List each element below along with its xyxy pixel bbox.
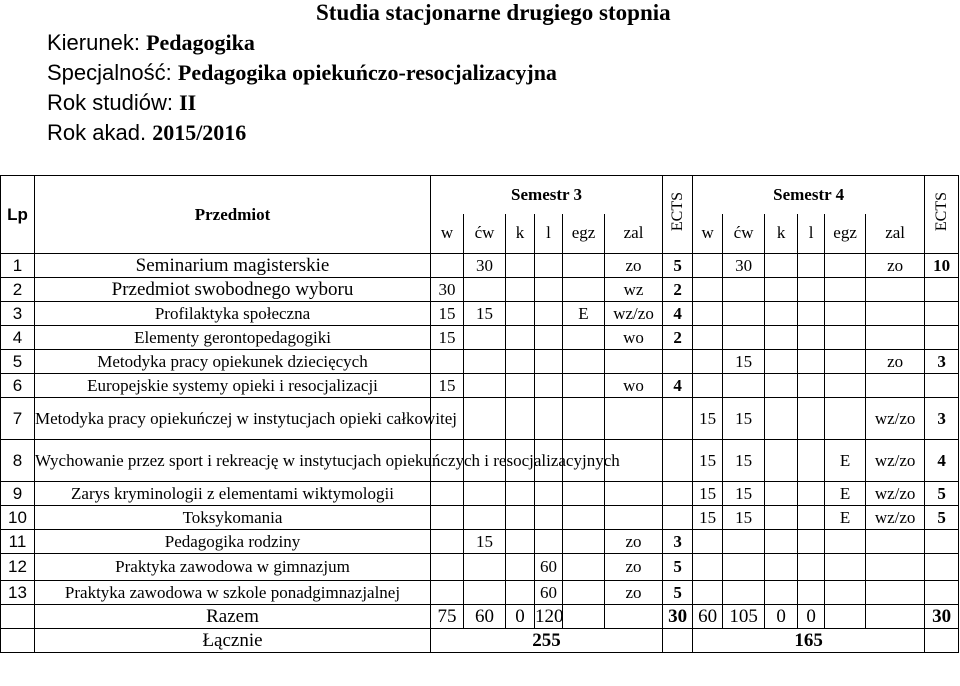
cell-s3-cw: 15 <box>464 302 506 326</box>
razem-s4-cell: 30 <box>925 605 959 629</box>
cell-s3-ects: 2 <box>663 278 693 302</box>
razem-s4-cell <box>825 605 866 629</box>
cell-s4-cw: 15 <box>723 482 765 506</box>
cell-s3-k <box>506 581 535 605</box>
cell-s4-zal: wz/zo <box>866 506 925 530</box>
cell-s4-k <box>765 482 798 506</box>
cell-s3-cw <box>464 374 506 398</box>
cell-s4-zal <box>866 581 925 605</box>
cell-s4-zal: wz/zo <box>866 440 925 482</box>
cell-s3-zal <box>605 506 663 530</box>
row-subject: Seminarium magisterskie <box>35 254 431 278</box>
cell-s4-egz <box>825 581 866 605</box>
cell-s3-ects: 3 <box>663 530 693 554</box>
razem-s4-cell <box>866 605 925 629</box>
cell-s4-egz: E <box>825 482 866 506</box>
cell-s4-w <box>693 374 723 398</box>
cell-s4-ects: 5 <box>925 506 959 530</box>
cell-s3-k <box>506 482 535 506</box>
cell-s3-zal <box>605 482 663 506</box>
cell-s4-ects <box>925 554 959 581</box>
col-w-sem4: w <box>693 214 723 254</box>
cell-s3-ects <box>663 482 693 506</box>
cell-s4-l <box>798 530 825 554</box>
cell-s4-cw <box>723 326 765 350</box>
col-k-sem4: k <box>765 214 798 254</box>
cell-s3-w <box>431 254 464 278</box>
cell-s4-k <box>765 374 798 398</box>
cell-s4-k <box>765 554 798 581</box>
cell-s3-ects: 5 <box>663 581 693 605</box>
cell-s3-l: 60 <box>535 554 563 581</box>
cell-s4-l <box>798 581 825 605</box>
cell-s3-ects: 4 <box>663 302 693 326</box>
cell-s3-l <box>535 530 563 554</box>
cell-s3-zal: zo <box>605 581 663 605</box>
row-lp: 10 <box>1 506 35 530</box>
cell-s3-k <box>506 350 535 374</box>
cell-s4-ects: 4 <box>925 440 959 482</box>
cell-s3-egz <box>563 278 605 302</box>
table-row <box>1 482 959 506</box>
rok-studiow-value: II <box>179 90 197 115</box>
lacznie-sem4: 165 <box>693 629 925 653</box>
table-row <box>1 506 959 530</box>
cell-s4-zal: zo <box>866 254 925 278</box>
cell-s3-k <box>506 374 535 398</box>
cell-s4-k <box>765 326 798 350</box>
rok-akad-label: Rok akad. <box>47 120 147 145</box>
row-subject: Praktyka zawodowa w gimnazjum <box>35 554 431 581</box>
cell-s4-egz: E <box>825 440 866 482</box>
cell-s3-egz <box>563 482 605 506</box>
row-subject: Toksykomania <box>35 506 431 530</box>
cell-s3-zal <box>605 398 663 440</box>
cell-s4-ects <box>925 326 959 350</box>
cell-s4-egz: E <box>825 506 866 530</box>
razem-row <box>1 605 959 629</box>
document-title: Studia stacjonarne drugiego stopnia <box>316 0 671 25</box>
cell-s3-l <box>535 398 563 440</box>
cell-s4-zal <box>866 530 925 554</box>
cell-s4-cw: 15 <box>723 440 765 482</box>
specjalnosc-line <box>47 60 557 86</box>
razem-s3-cell <box>605 605 663 629</box>
cell-s4-egz <box>825 398 866 440</box>
cell-s4-ects: 3 <box>925 398 959 440</box>
cell-s4-ects <box>925 374 959 398</box>
row-lp: 3 <box>1 302 35 326</box>
cell-s4-egz <box>825 278 866 302</box>
cell-s3-zal <box>605 350 663 374</box>
rok-studiow-label: Rok studiów: <box>47 90 173 115</box>
cell-s4-w: 15 <box>693 398 723 440</box>
cell-s3-egz <box>563 530 605 554</box>
cell-s4-zal <box>866 278 925 302</box>
col-l-sem3: l <box>535 214 563 254</box>
razem-s4-cell: 0 <box>798 605 825 629</box>
cell-s4-zal <box>866 326 925 350</box>
row-subject: Przedmiot swobodnego wyboru <box>35 278 431 302</box>
cell-s4-egz <box>825 326 866 350</box>
cell-s4-ects <box>925 278 959 302</box>
col-cw-sem3: ćw <box>464 214 506 254</box>
cell-s3-cw <box>464 506 506 530</box>
razem-s4-cell: 0 <box>765 605 798 629</box>
cell-s4-egz <box>825 350 866 374</box>
cell-s3-zal: wz <box>605 278 663 302</box>
cell-s3-k <box>506 254 535 278</box>
col-k-sem3: k <box>506 214 535 254</box>
cell-s3-l <box>535 326 563 350</box>
table-row <box>1 398 959 440</box>
col-w-sem3: w <box>431 214 464 254</box>
cell-s3-egz <box>563 581 605 605</box>
row-lp: 8 <box>1 440 35 482</box>
cell-s3-k <box>506 302 535 326</box>
cell-s3-l <box>535 374 563 398</box>
cell-s4-k <box>765 506 798 530</box>
specjalnosc-value: Pedagogika opiekuńczo-resocjalizacyjna <box>177 60 557 85</box>
cell-s4-zal <box>866 374 925 398</box>
cell-s3-ects <box>663 506 693 530</box>
row-lp: 11 <box>1 530 35 554</box>
rok-akad-value: 2015/2016 <box>152 120 247 145</box>
cell-s4-cw <box>723 374 765 398</box>
cell-s3-w <box>431 530 464 554</box>
cell-s4-w <box>693 278 723 302</box>
cell-s3-egz: E <box>563 302 605 326</box>
cell-s4-k <box>765 581 798 605</box>
cell-s3-zal: zo <box>605 530 663 554</box>
row-lp: 13 <box>1 581 35 605</box>
cell-s3-l <box>535 254 563 278</box>
table-row <box>1 581 959 605</box>
ects-header-sem4: ECTS <box>925 176 959 254</box>
cell-s3-ects <box>663 440 693 482</box>
col-l-sem4: l <box>798 214 825 254</box>
cell-s4-l <box>798 506 825 530</box>
razem-label: Razem <box>35 605 431 629</box>
lp-header: Lp <box>1 176 35 254</box>
cell-s4-w <box>693 581 723 605</box>
row-lp: 6 <box>1 374 35 398</box>
cell-s4-k <box>765 278 798 302</box>
rok-akad-line <box>47 120 246 146</box>
cell-s3-cw <box>464 581 506 605</box>
cell-s4-ects: 5 <box>925 482 959 506</box>
cell-s4-l <box>798 278 825 302</box>
row-subject: Elementy gerontopedagogiki <box>35 326 431 350</box>
table-row <box>1 326 959 350</box>
razem-s3-cell: 60 <box>464 605 506 629</box>
cell-s3-zal: zo <box>605 554 663 581</box>
lacznie-lp <box>1 629 35 653</box>
cell-s4-ects <box>925 581 959 605</box>
cell-s3-zal: wo <box>605 326 663 350</box>
col-zal-sem3: zal <box>605 214 663 254</box>
cell-s4-w <box>693 530 723 554</box>
row-subject: Profilaktyka społeczna <box>35 302 431 326</box>
cell-s3-zal: zo <box>605 254 663 278</box>
cell-s3-egz <box>563 254 605 278</box>
cell-s3-egz <box>563 554 605 581</box>
kierunek-value: Pedagogika <box>146 30 255 55</box>
row-lp: 12 <box>1 554 35 581</box>
study-plan-table <box>0 175 959 653</box>
razem-s4-cell: 105 <box>723 605 765 629</box>
row-subject: Praktyka zawodowa w szkole ponadgimnazjalnej <box>35 581 431 605</box>
semester-3-header: Semestr 3 <box>431 176 663 214</box>
table-row <box>1 278 959 302</box>
row-lp: 5 <box>1 350 35 374</box>
cell-s3-cw: 30 <box>464 254 506 278</box>
razem-s3-cell: 30 <box>663 605 693 629</box>
row-subject: Wychowanie przez sport i rekreację w instytucjach opiekuńczych i resocjalizacyjnych <box>35 440 431 482</box>
row-lp: 2 <box>1 278 35 302</box>
cell-s4-l <box>798 254 825 278</box>
cell-s4-cw <box>723 278 765 302</box>
cell-s4-cw: 15 <box>723 506 765 530</box>
cell-s4-l <box>798 482 825 506</box>
cell-s4-l <box>798 326 825 350</box>
table-body <box>1 176 959 653</box>
lacznie-ects-sem3 <box>663 629 693 653</box>
cell-s3-ects: 2 <box>663 326 693 350</box>
row-subject: Europejskie systemy opieki i resocjalizacji <box>35 374 431 398</box>
row-lp: 7 <box>1 398 35 440</box>
razem-s4-cell: 60 <box>693 605 723 629</box>
cell-s3-w: 15 <box>431 302 464 326</box>
cell-s3-w <box>431 350 464 374</box>
table-row <box>1 374 959 398</box>
row-lp: 4 <box>1 326 35 350</box>
row-subject: Zarys kryminologii z elementami wiktymologii <box>35 482 431 506</box>
cell-s4-k <box>765 440 798 482</box>
cell-s4-w: 15 <box>693 440 723 482</box>
cell-s4-w: 15 <box>693 482 723 506</box>
cell-s3-l <box>535 482 563 506</box>
table-row <box>1 302 959 326</box>
cell-s4-k <box>765 302 798 326</box>
cell-s3-l <box>535 278 563 302</box>
row-subject: Metodyka pracy opiekunek dziecięcych <box>35 350 431 374</box>
cell-s3-cw <box>464 326 506 350</box>
cell-s3-cw <box>464 278 506 302</box>
cell-s3-ects <box>663 398 693 440</box>
cell-s3-zal: wo <box>605 374 663 398</box>
cell-s3-k <box>506 530 535 554</box>
cell-s4-cw <box>723 530 765 554</box>
razem-s3-cell: 120 <box>535 605 564 627</box>
row-subject: Metodyka pracy opiekuńczej w instytucjach opieki całkowitej <box>35 398 431 440</box>
cell-s4-ects <box>925 302 959 326</box>
cell-s4-zal: wz/zo <box>866 482 925 506</box>
cell-s3-l: 60 <box>535 581 563 605</box>
cell-s3-cw <box>464 482 506 506</box>
cell-s3-egz <box>563 374 605 398</box>
row-lp: 9 <box>1 482 35 506</box>
specjalnosc-label: Specjalność: <box>47 60 172 85</box>
cell-s4-zal: zo <box>866 350 925 374</box>
cell-s4-l <box>798 398 825 440</box>
cell-s3-k <box>506 506 535 530</box>
cell-s4-cw <box>723 554 765 581</box>
razem-s3-cell: 75 <box>431 605 464 629</box>
cell-s4-cw: 30 <box>723 254 765 278</box>
cell-s4-w <box>693 554 723 581</box>
cell-s3-w <box>431 554 464 581</box>
cell-s4-egz <box>825 254 866 278</box>
subject-header: Przedmiot <box>35 176 431 254</box>
cell-s3-cw <box>464 398 506 440</box>
cell-s3-l <box>535 350 563 374</box>
cell-s4-k <box>765 398 798 440</box>
cell-s3-l <box>535 506 563 530</box>
cell-s4-egz <box>825 374 866 398</box>
cell-s3-w: 15 <box>431 374 464 398</box>
razem-s3-cell <box>563 605 605 629</box>
cell-s4-ects: 10 <box>925 254 959 278</box>
cell-s3-cw <box>464 350 506 374</box>
row-lp: 1 <box>1 254 35 278</box>
cell-s4-k <box>765 530 798 554</box>
lacznie-row <box>1 629 959 653</box>
lacznie-label: Łącznie <box>35 629 431 653</box>
cell-s3-egz <box>563 398 605 440</box>
cell-s3-egz <box>563 326 605 350</box>
cell-s4-zal <box>866 554 925 581</box>
col-cw-sem4: ćw <box>723 214 765 254</box>
cell-s3-w <box>431 581 464 605</box>
cell-s4-zal <box>866 302 925 326</box>
cell-s4-cw <box>723 581 765 605</box>
cell-s3-ects <box>663 350 693 374</box>
header-row-1 <box>1 176 959 214</box>
cell-s3-k <box>506 554 535 581</box>
cell-s4-w <box>693 350 723 374</box>
cell-s4-w <box>693 326 723 350</box>
table-row <box>1 440 959 482</box>
col-egz-sem3: egz <box>563 214 605 254</box>
cell-s3-w <box>431 482 464 506</box>
semester-4-header: Semestr 4 <box>693 176 925 214</box>
cell-s3-ects: 5 <box>663 254 693 278</box>
cell-s3-w: 30 <box>431 278 464 302</box>
cell-s3-ects: 4 <box>663 374 693 398</box>
table-row <box>1 554 959 581</box>
cell-s3-k <box>506 326 535 350</box>
cell-s4-k <box>765 254 798 278</box>
cell-s4-cw: 15 <box>723 350 765 374</box>
cell-s3-l <box>535 302 563 326</box>
cell-s4-w <box>693 302 723 326</box>
cell-s4-l <box>798 374 825 398</box>
cell-s3-w <box>431 506 464 530</box>
cell-s4-w <box>693 254 723 278</box>
cell-s3-egz <box>563 350 605 374</box>
cell-s3-w: 15 <box>431 326 464 350</box>
cell-s4-ects <box>925 530 959 554</box>
lacznie-sem3: 255 <box>431 629 663 653</box>
cell-s3-k <box>506 398 535 440</box>
cell-s4-egz <box>825 554 866 581</box>
row-subject: Pedagogika rodziny <box>35 530 431 554</box>
cell-s4-ects: 3 <box>925 350 959 374</box>
cell-s4-egz <box>825 530 866 554</box>
rok-studiow-line <box>47 90 196 116</box>
cell-s4-cw: 15 <box>723 398 765 440</box>
cell-s4-l <box>798 440 825 482</box>
table-row <box>1 530 959 554</box>
cell-s4-l <box>798 350 825 374</box>
col-zal-sem4: zal <box>866 214 925 254</box>
cell-s3-egz <box>563 506 605 530</box>
cell-s4-l <box>798 554 825 581</box>
razem-lp <box>1 605 35 629</box>
cell-s4-egz <box>825 302 866 326</box>
razem-s3-cell: 0 <box>506 605 535 629</box>
table-row <box>1 254 959 278</box>
table-row <box>1 350 959 374</box>
cell-s4-w: 15 <box>693 506 723 530</box>
kierunek-line <box>47 30 255 56</box>
kierunek-label: Kierunek: <box>47 30 140 55</box>
cell-s4-cw <box>723 302 765 326</box>
cell-s3-cw: 15 <box>464 530 506 554</box>
ects-header-sem3: ECTS <box>663 176 693 254</box>
cell-s3-zal: wz/zo <box>605 302 663 326</box>
lacznie-ects-sem4 <box>925 629 959 653</box>
cell-s3-ects: 5 <box>663 554 693 581</box>
cell-s4-zal: wz/zo <box>866 398 925 440</box>
cell-s3-cw <box>464 554 506 581</box>
cell-s4-l <box>798 302 825 326</box>
cell-s4-k <box>765 350 798 374</box>
cell-s3-k <box>506 278 535 302</box>
col-egz-sem4: egz <box>825 214 866 254</box>
